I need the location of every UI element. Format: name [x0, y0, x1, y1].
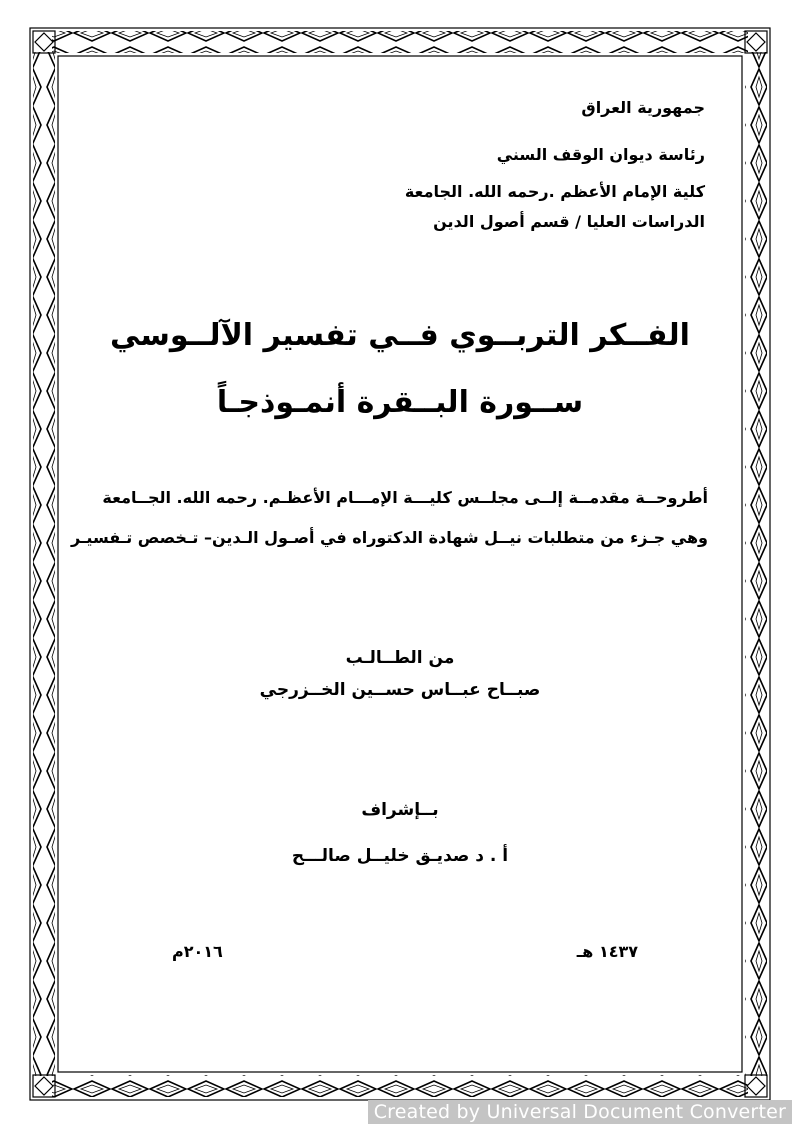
header-country: جمهورية العراق	[581, 98, 705, 117]
header-college: كلية الإمام الأعظم .رحمه الله. الجامعة	[404, 182, 705, 201]
converter-watermark: Created by Universal Document Converter	[368, 1100, 792, 1124]
student-name: صبــاح عبــاس حســين الخــزرجي	[259, 680, 541, 700]
thesis-statement-line2: وهي جـزء من متطلبات نيــل شهادة الدكتوراه في أصـول الـدين– تـخصص تـفسيـر	[71, 528, 708, 547]
thesis-statement-line1: أطروحــة مقدمــة إلــى مجلــس كليـــة الإمـــام الأعظـم. رحمه الله. الجــامعة	[102, 488, 708, 507]
supervisor-name: أ . د صديـق خليــل صالـــح	[291, 846, 509, 866]
supervisor-label: بــإشراف	[361, 800, 439, 820]
student-label: من الطــالـب	[345, 648, 455, 668]
thesis-title: الفــكر التربــوي فــي تفسير الآلــوسي	[110, 318, 690, 353]
header-authority: رئاسة ديوان الوقف السني	[496, 145, 705, 164]
header-department: الدراسات العليا / قسم أصول الدين	[433, 212, 705, 231]
thesis-subtitle: ســورة البــقرة أنمـوذجـاً	[216, 385, 584, 420]
gregorian-date: ٢٠١٦م	[172, 942, 223, 961]
hijri-date: ١٤٣٧ هـ	[576, 942, 638, 961]
